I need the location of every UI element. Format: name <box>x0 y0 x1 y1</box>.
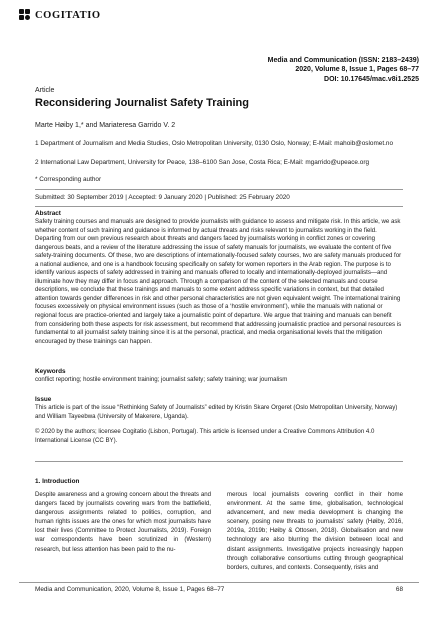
affiliation-2: 2 International Law Department, University for Peace, 138–6100 San Jose, Costa Rica; E-Mail: mgarrido@upeace.org <box>35 159 370 166</box>
article-type: Article <box>35 87 55 94</box>
footer-divider <box>19 582 419 583</box>
article-authors: Marte Høiby 1,* and Mariateresa Garrido V. 2 <box>35 122 176 129</box>
journal-info <box>268 56 419 84</box>
corresponding-author: * Corresponding author <box>35 176 102 183</box>
divider <box>35 461 403 462</box>
keywords-text: conflict reporting; hostile environment training; journalist safety; safety training; war journalism <box>35 376 288 383</box>
introduction-column-right: merous local journalists covering conflict in their home environment. At the same time, globalisation, technological advancement, and new media development is changing the scenery, posing new threats to journalists’ safety (Høiby, 2016, 2019a, 2019b; Høiby & Ottosen, 2018). Globalisation and new technology are also blurring the division between local and distant assignments. Investigative projects increasingly happen through collaborative consortiums cutting through geographical borders, cultures, and contexts. Consequently, risks and <box>227 491 403 571</box>
journal-doi[interactable]: DOI: 10.17645/mac.v8i1.2525 <box>324 75 419 83</box>
issue-heading: Issue <box>35 396 52 403</box>
cogitatio-logo-icon <box>19 9 31 21</box>
divider <box>35 206 403 207</box>
introduction-column-left: Despite awareness and a growing concern about the threats and dangers faced by journalists covering wars from the battlefield, dangerous assignments related to politics, corruption, and human rights issues are the ones for which most journalists have lost their lives (Committee to Protect Journalists, 2019). Foreign war correspondents have been scrutinized in (Western) research, but less attention has been paid to the nu- <box>35 491 211 553</box>
license-text: © 2020 by the authors; licensee Cogitatio (Lisbon, Portugal). This article is licensed under a Creative Commons Attribution 4.0 International License (CC BY). <box>35 428 375 444</box>
keywords-heading: Keywords <box>35 368 66 375</box>
journal-issn: Media and Communication (ISSN: 2183–2439) <box>267 57 419 64</box>
divider <box>35 189 403 190</box>
introduction-heading: 1. Introduction <box>35 478 80 485</box>
page-number: 68 <box>395 586 403 593</box>
abstract-text: Safety training courses and manuals are designed to provide journalists with guidance to assess and mitigate risk. In this article, we ask whether content of such training and guidance is informed by actual threats and risks relevant to journalists working in the field. Departing from our own previous research about threats and dangers faced by journalists working in conflict zones or covering dangerous beats, and a review of the literature addressing the issue of safety manuals for journalists, we evaluate the content of five safety-training documents. Of these, two are descriptions of internationally-focused safety courses, two are safety manuals produced for a national audience, and one is a handbook focusing specifically on safety for women reporters in the Arab region. The purpose is to identify various aspects of safety addressed in training and manuals offered to locally and internationally-deployed journalists—and illuminate how they may differ in focus and approach. Through a comparison of the content of the selected manuals and course descriptions, we conclude that these trainings and manuals to some extent address specific variations in context, but that detailed attention towards gender differences in risk and other personal characteristics are not given equivalent weight. The international training focuses excessively on physical environment issues (such as those of a ‘hostile environment’), while the manuals with national or regional focus are practice-oriented and largely take a journalistic point of departure. We argue that training and manuals can benefit from considering both these aspects for risk assessment, but recommend that addressing journalistic practice and personal resources is fundamental to all journalist safety training since it is at the personal, practical, and media organisational levels that the mitigation encouraged by these trainings can happen. <box>35 218 402 345</box>
journal-volume: 2020, Volume 8, Issue 1, Pages 68–77 <box>295 66 419 74</box>
footer-journal: Media and Communication, 2020, Volume 8, Issue 1, Pages 68–77 <box>35 586 225 593</box>
logo-text: COGITATIO <box>35 9 101 21</box>
affiliation-1: 1 Department of Journalism and Media Studies, Oslo Metropolitan University, 0130 Oslo, Norway; E-Mail: mahoib@oslomet.no <box>35 140 394 147</box>
article-title: Reconsidering Journalist Safety Training <box>35 97 249 109</box>
submission-dates: Submitted: 30 September 2019 | Accepted: 9 January 2020 | Published: 25 February 2020 <box>35 194 290 201</box>
abstract-heading: Abstract <box>35 210 61 217</box>
issue-text: This article is part of the issue “Rethinking Safety of Journalists” edited by Kristin Skare Orgeret (Oslo Metropolitan University, Norway) and William Tayeebwa (University of Makerere, Uganda). <box>35 404 398 420</box>
publisher-logo <box>19 9 101 21</box>
